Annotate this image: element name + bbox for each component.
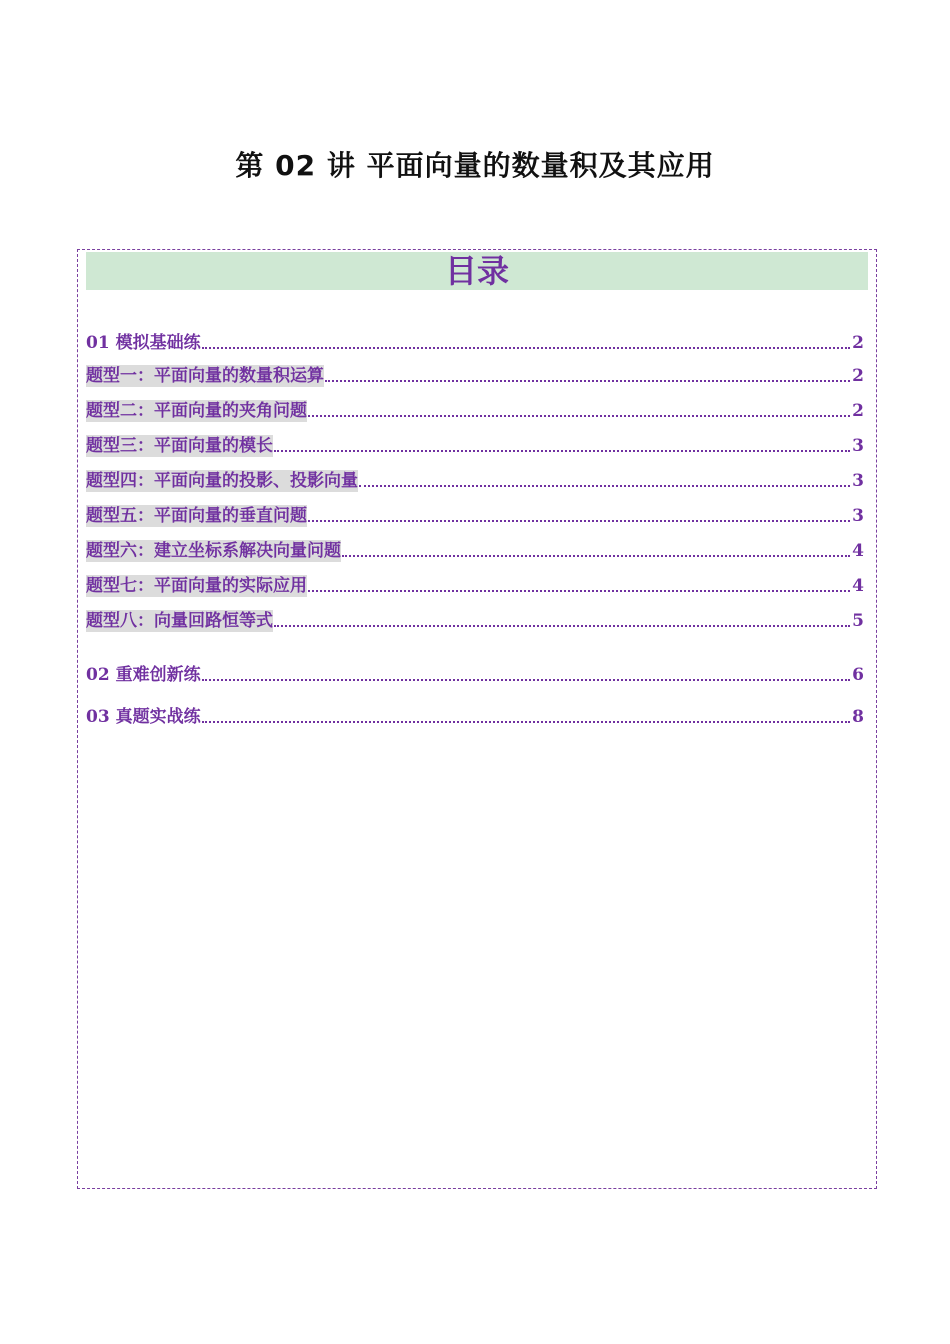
toc-entry-type-3[interactable]: [86, 433, 864, 457]
toc-leader-dots: [308, 589, 850, 592]
toc-entry-page: 5: [852, 611, 864, 631]
toc-entry-page: 4: [852, 576, 864, 596]
toc-entry-page: 3: [852, 436, 864, 456]
toc-entry-label: 题型五：平面向量的垂直问题: [86, 506, 307, 526]
toc-leader-dots: [342, 554, 850, 557]
toc-entry-basic-practice[interactable]: [86, 330, 864, 354]
toc-leader-dots: [359, 484, 850, 487]
toc-entry-label: 题型三：平面向量的模长: [86, 436, 273, 456]
toc-entry-type-5[interactable]: [86, 503, 864, 527]
toc-entry-page: 6: [852, 665, 864, 685]
toc-entry-label: 题型二：平面向量的夹角问题: [86, 401, 307, 421]
toc-entry-type-4[interactable]: [86, 468, 864, 492]
toc-leader-dots: [202, 720, 851, 723]
toc-entry-page: 8: [852, 707, 864, 727]
toc-entry-label: 题型七：平面向量的实际应用: [86, 576, 307, 596]
toc-entry-label: 题型四：平面向量的投影、投影向量: [86, 471, 358, 491]
toc-entry-type-2[interactable]: [86, 398, 864, 422]
toc-heading: 目录: [86, 252, 868, 290]
toc-entry-label: 题型八：向量回路恒等式: [86, 611, 273, 631]
toc-entry-type-7[interactable]: [86, 573, 864, 597]
toc-leader-dots: [274, 624, 850, 627]
toc-entry-label: 02 重难创新练: [86, 665, 201, 685]
table-of-contents: [77, 249, 877, 1189]
toc-entry-type-6[interactable]: [86, 538, 864, 562]
toc-leader-dots: [325, 379, 850, 382]
toc-entry-label: 题型一：平面向量的数量积运算: [86, 366, 324, 386]
toc-entry-label: 01 模拟基础练: [86, 333, 201, 353]
toc-entry-page: 2: [852, 333, 864, 353]
toc-entry-page: 4: [852, 541, 864, 561]
toc-entry-challenge-practice[interactable]: [86, 662, 864, 686]
toc-leader-dots: [308, 414, 850, 417]
toc-leader-dots: [274, 449, 850, 452]
toc-entry-label: 题型六：建立坐标系解决向量问题: [86, 541, 341, 561]
document-title: 第 02 讲 平面向量的数量积及其应用: [235, 149, 715, 182]
toc-leader-dots: [308, 519, 850, 522]
toc-entry-label: 03 真题实战练: [86, 707, 201, 727]
toc-entry-page: 3: [852, 506, 864, 526]
toc-entry-page: 2: [852, 401, 864, 421]
toc-entry-type-1[interactable]: [86, 363, 864, 387]
toc-leader-dots: [202, 346, 851, 349]
toc-entry-page: 2: [852, 366, 864, 386]
toc-entry-page: 3: [852, 471, 864, 491]
toc-entry-exam-practice[interactable]: [86, 704, 864, 728]
toc-entry-type-8[interactable]: [86, 608, 864, 632]
toc-leader-dots: [202, 678, 851, 681]
